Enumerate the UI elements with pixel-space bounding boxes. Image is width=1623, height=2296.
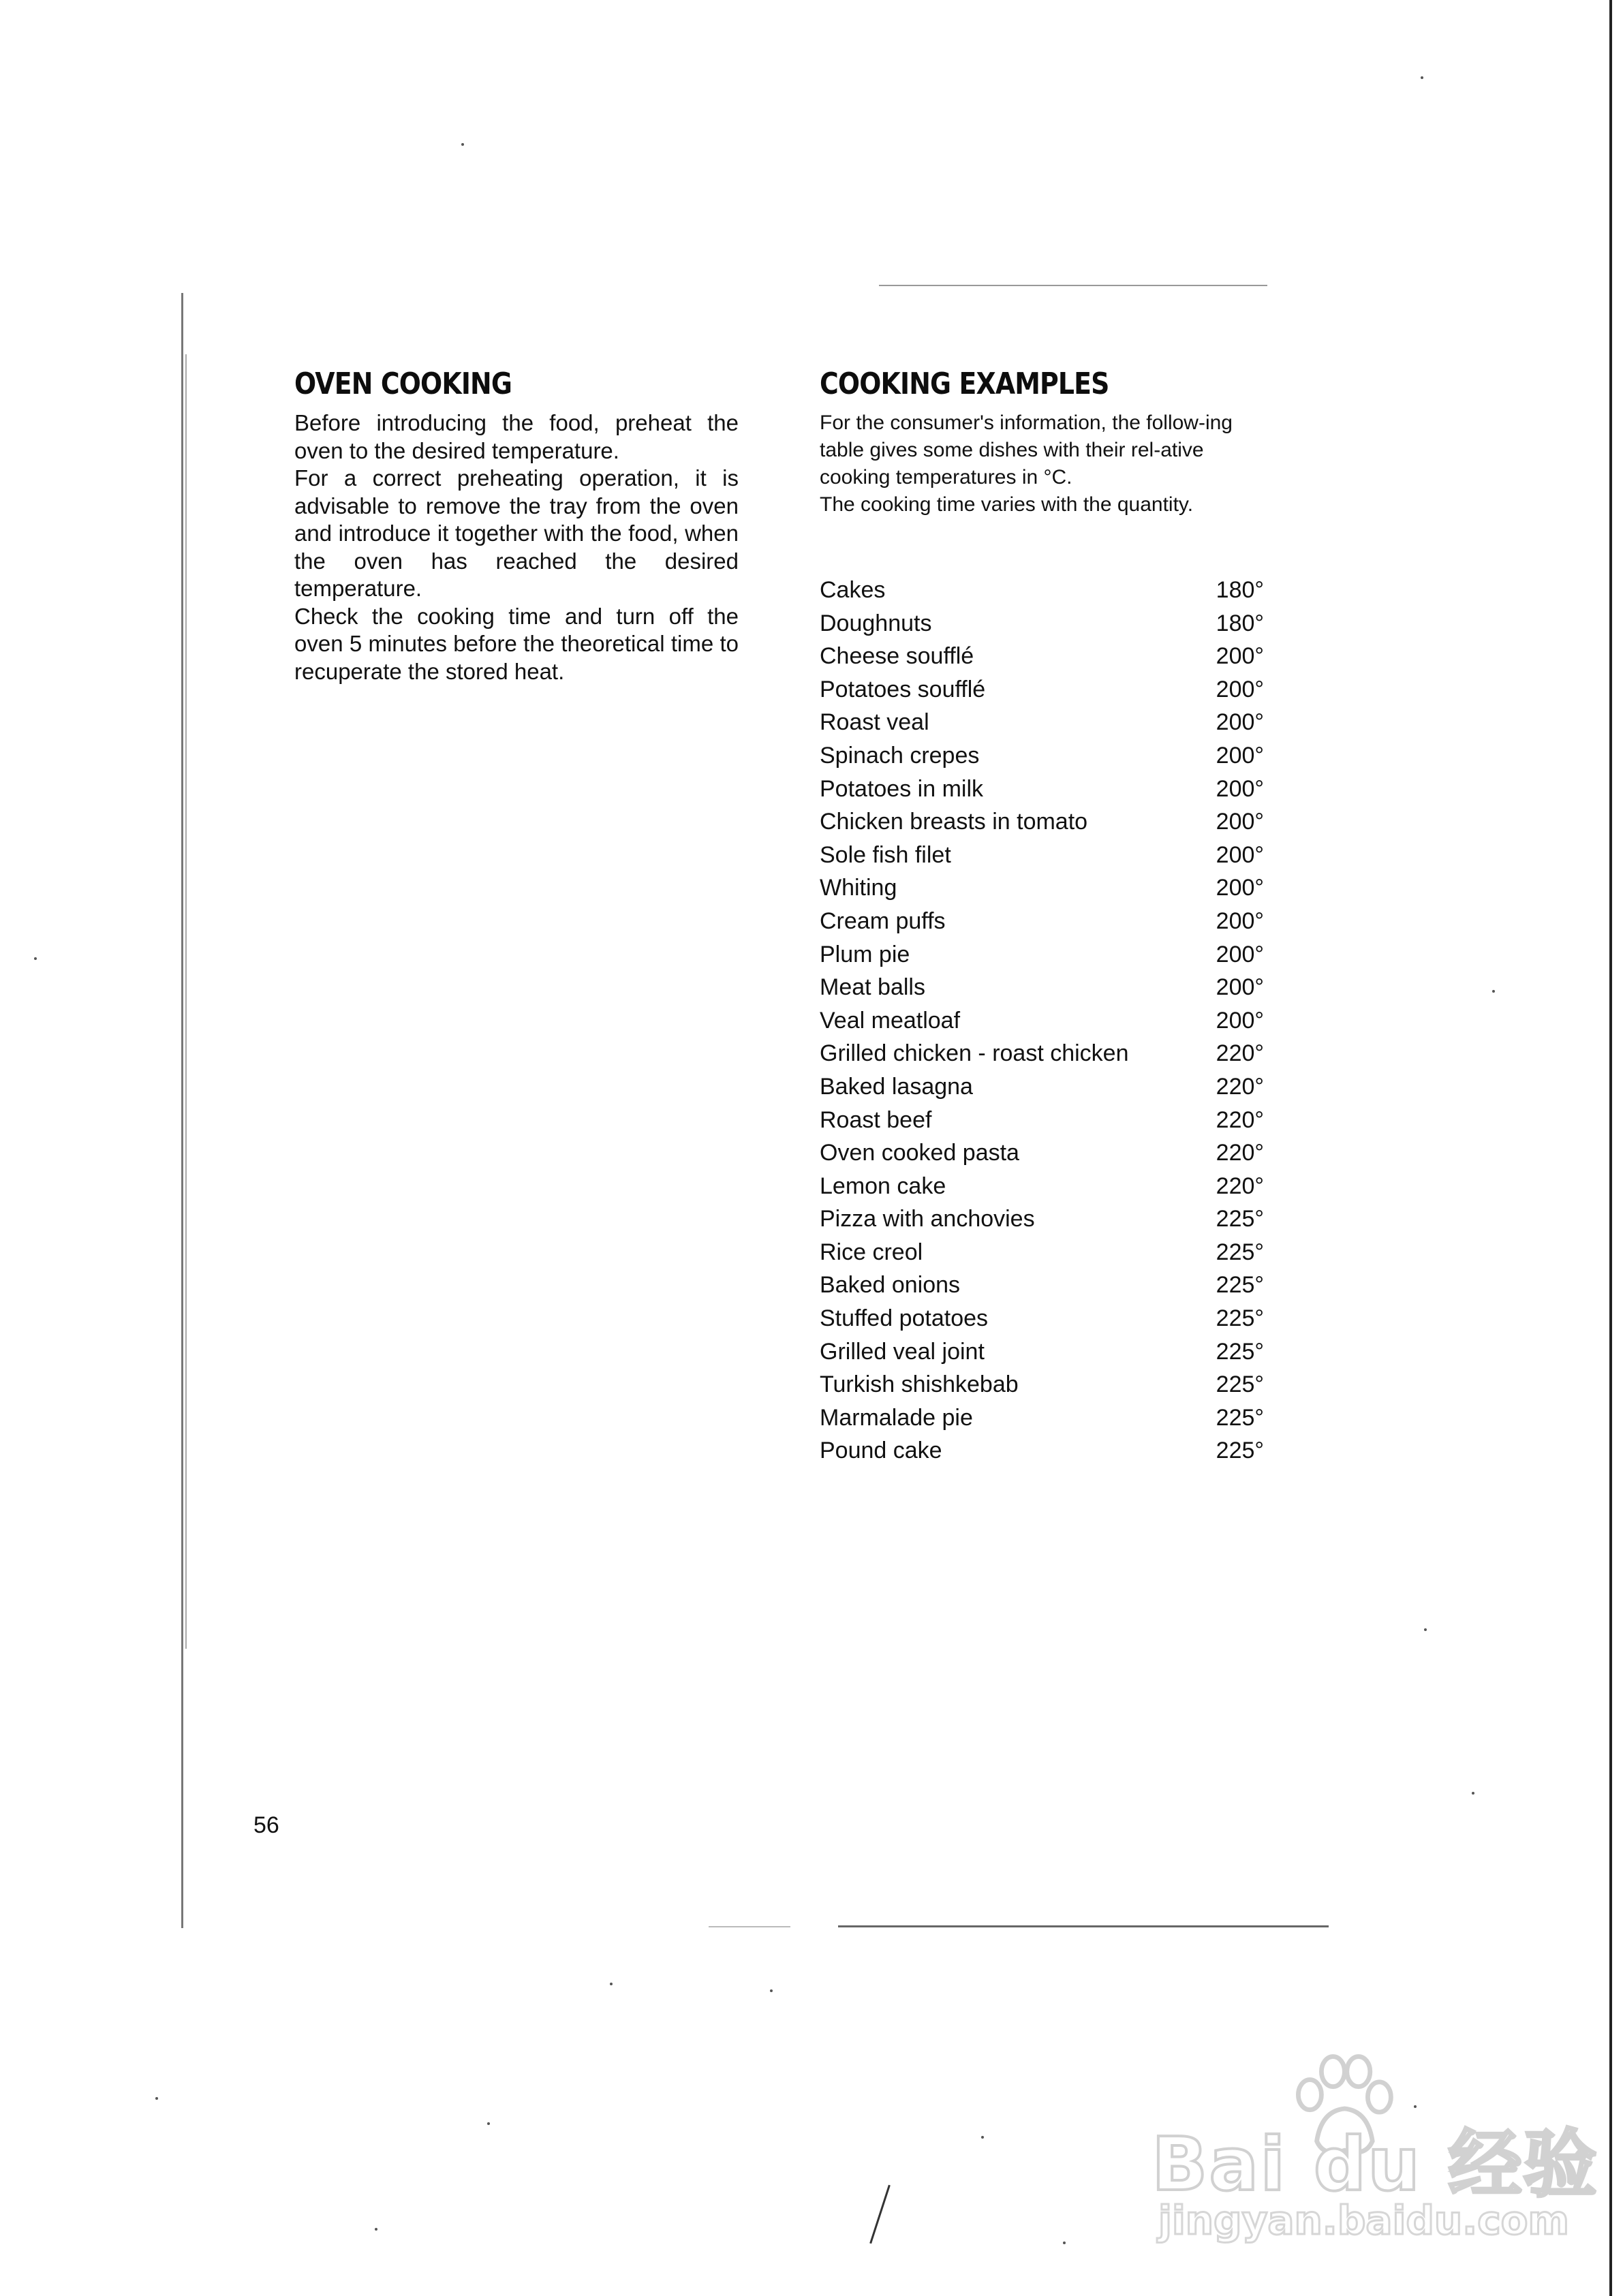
- table-row: [820, 773, 1264, 806]
- dish-name: Oven cooked pasta: [820, 1140, 1019, 1166]
- dish-name: Rice creol: [820, 1239, 923, 1265]
- dish-temperature: 220°: [1216, 1106, 1264, 1133]
- dish-name: Cakes: [820, 577, 886, 603]
- dish-name: Veal meatloaf: [820, 1007, 961, 1034]
- table-row: [820, 1070, 1264, 1104]
- dish-name: Plum pie: [820, 941, 910, 967]
- cooking-temperature-table: [820, 574, 1264, 1468]
- dish-temperature: 225°: [1216, 1438, 1264, 1464]
- paragraph: For a correct preheating operation, it is advisable to remove the tray from the oven and introduce it together with the food, when the oven has reached the desired temperature.: [294, 465, 739, 601]
- dish-name: Turkish shishkebab: [820, 1371, 1019, 1398]
- table-row: [820, 574, 1264, 607]
- table-row: [820, 1203, 1264, 1236]
- dish-name: Grilled chicken - roast chicken: [820, 1040, 1129, 1067]
- table-row: [820, 1136, 1264, 1170]
- right-edge-rule: [1609, 0, 1612, 2296]
- paragraph: The cooking time varies with the quantity.: [820, 493, 1194, 516]
- table-row: [820, 971, 1264, 1004]
- table-row: [820, 805, 1264, 839]
- table-row: [820, 871, 1264, 905]
- cooking-examples-section: [820, 367, 1269, 518]
- dish-temperature: 200°: [1216, 875, 1264, 901]
- dish-temperature: 200°: [1216, 907, 1264, 934]
- speck: [1421, 76, 1423, 79]
- table-row: [820, 1037, 1264, 1070]
- cooking-examples-heading: COOKING EXAMPLES: [820, 367, 1109, 401]
- dish-temperature: 220°: [1216, 1040, 1264, 1067]
- baidu-jingyan-watermark: [1151, 2051, 1598, 2244]
- dish-temperature: 200°: [1216, 941, 1264, 967]
- dish-temperature: 180°: [1216, 577, 1264, 603]
- speck: [34, 957, 37, 960]
- dish-temperature: 200°: [1216, 709, 1264, 736]
- dish-temperature: 225°: [1216, 1305, 1264, 1332]
- paragraph: For the consumer's information, the follow-ing table gives some dishes with their rel-ative cooking temperatures in °C.: [820, 412, 1233, 488]
- speck: [981, 2136, 984, 2139]
- pen-stroke: [869, 2185, 891, 2244]
- table-row: [820, 839, 1264, 872]
- dish-name: Lemon cake: [820, 1173, 946, 1199]
- dish-name: Baked lasagna: [820, 1073, 973, 1100]
- table-row: [820, 1302, 1264, 1335]
- speck: [487, 2122, 490, 2125]
- oven-cooking-text: [294, 409, 739, 685]
- table-row: [820, 1170, 1264, 1203]
- dish-name: Cheese soufflé: [820, 643, 974, 670]
- dish-name: Chicken breasts in tomato: [820, 809, 1088, 835]
- speck: [610, 1983, 613, 1985]
- dish-temperature: 225°: [1216, 1239, 1264, 1265]
- dish-name: Pizza with anchovies: [820, 1206, 1035, 1232]
- bottom-scan-rule-left: [709, 1926, 790, 1927]
- oven-cooking-section: [294, 367, 739, 685]
- dish-name: Potatoes soufflé: [820, 676, 986, 702]
- table-row: [820, 607, 1264, 640]
- dish-temperature: 220°: [1216, 1173, 1264, 1199]
- speck: [375, 2228, 377, 2231]
- speck: [461, 143, 464, 146]
- dish-temperature: 200°: [1216, 809, 1264, 835]
- speck: [1472, 1792, 1474, 1795]
- top-scan-rule: [879, 285, 1267, 286]
- dish-name: Meat balls: [820, 974, 925, 1001]
- dish-temperature: 220°: [1216, 1073, 1264, 1100]
- dish-name: Spinach crepes: [820, 742, 980, 769]
- dish-temperature: 200°: [1216, 775, 1264, 802]
- speck: [1063, 2241, 1066, 2244]
- table-row: [820, 739, 1264, 773]
- table-row: [820, 706, 1264, 739]
- dish-temperature: 225°: [1216, 1206, 1264, 1232]
- bottom-scan-rule: [838, 1925, 1329, 1927]
- table-row: [820, 640, 1264, 673]
- dish-name: Whiting: [820, 875, 897, 901]
- left-margin-rule-inner: [185, 354, 187, 1649]
- left-margin-rule: [181, 293, 183, 1928]
- table-row: [820, 1236, 1264, 1269]
- table-row: [820, 938, 1264, 972]
- dish-name: Doughnuts: [820, 610, 932, 636]
- table-row: [820, 1269, 1264, 1302]
- paragraph: Before introducing the food, preheat the oven to the desired temperature.: [294, 410, 739, 463]
- speck: [1424, 1628, 1427, 1631]
- dish-name: Sole fish filet: [820, 841, 951, 868]
- speck: [1492, 990, 1495, 993]
- table-row: [820, 1401, 1264, 1435]
- table-row: [820, 1368, 1264, 1401]
- table-row: [820, 1004, 1264, 1038]
- cooking-examples-intro: [820, 409, 1269, 518]
- dish-temperature: 225°: [1216, 1371, 1264, 1398]
- dish-temperature: 225°: [1216, 1272, 1264, 1299]
- watermark-main-text: Bai du 经验: [1151, 2122, 1598, 2207]
- speck: [770, 1989, 773, 1992]
- dish-temperature: 200°: [1216, 841, 1264, 868]
- dish-name: Pound cake: [820, 1438, 942, 1464]
- table-row: [820, 1335, 1264, 1369]
- dish-temperature: 200°: [1216, 1007, 1264, 1034]
- dish-name: Roast veal: [820, 709, 929, 736]
- dish-temperature: 220°: [1216, 1140, 1264, 1166]
- table-row: [820, 673, 1264, 707]
- dish-temperature: 225°: [1216, 1404, 1264, 1431]
- page-number: 56: [253, 1812, 279, 1838]
- dish-temperature: 200°: [1216, 742, 1264, 769]
- watermark-url-text: jingyan.baidu.com: [1158, 2197, 1569, 2244]
- table-row: [820, 1104, 1264, 1137]
- dish-name: Marmalade pie: [820, 1404, 973, 1431]
- speck: [155, 2097, 158, 2100]
- dish-name: Roast beef: [820, 1106, 932, 1133]
- oven-cooking-heading: OVEN COOKING: [294, 367, 512, 401]
- dish-name: Stuffed potatoes: [820, 1305, 989, 1332]
- dish-temperature: 200°: [1216, 643, 1264, 670]
- paragraph: Check the cooking time and turn off the oven 5 minutes before the theoretical time to recuperate the stored heat.: [294, 603, 739, 684]
- table-row: [820, 905, 1264, 938]
- dish-name: Baked onions: [820, 1272, 961, 1299]
- dish-name: Cream puffs: [820, 907, 946, 934]
- dish-name: Grilled veal joint: [820, 1338, 985, 1365]
- dish-temperature: 200°: [1216, 676, 1264, 702]
- dish-name: Potatoes in milk: [820, 775, 983, 802]
- dish-temperature: 180°: [1216, 610, 1264, 636]
- table-row: [820, 1434, 1264, 1468]
- dish-temperature: 225°: [1216, 1338, 1264, 1365]
- dish-temperature: 200°: [1216, 974, 1264, 1001]
